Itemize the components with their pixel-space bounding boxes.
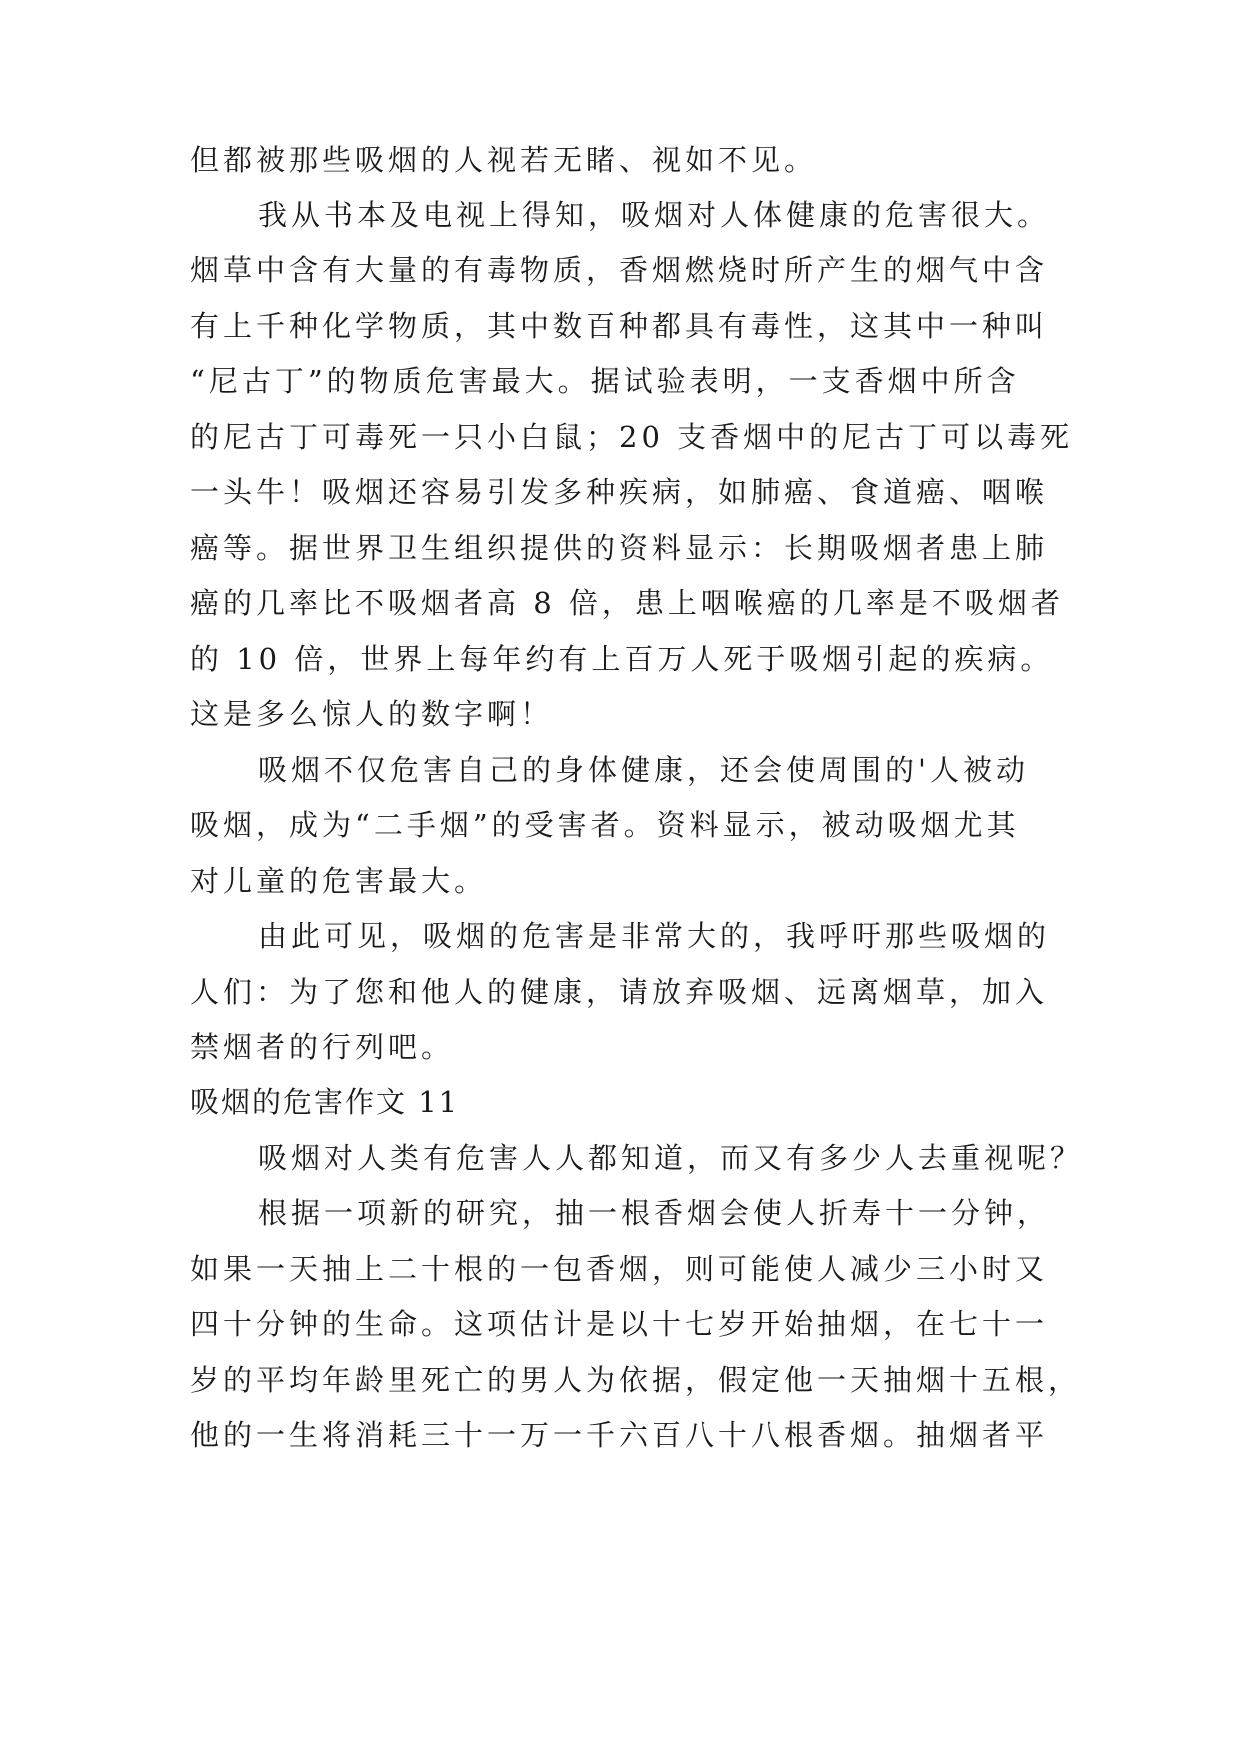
paragraph-line: 吸烟，成为“二手烟”的受害者。资料显示，被动吸烟尤其	[190, 808, 1020, 842]
paragraph-line: 吸烟对人类有危害人人都知道，而又有多少人去重视呢？	[258, 1141, 1084, 1175]
paragraph-line: 的 10 倍，世界上每年约有上百万人死于吸烟引起的疾病。	[190, 642, 1054, 676]
paragraph-line: 我从书本及电视上得知，吸烟对人体健康的危害很大。	[258, 198, 1051, 232]
paragraph-line: 对儿童的危害最大。	[190, 864, 488, 898]
paragraph-line: 禁烟者的行列吧。	[190, 1030, 455, 1064]
paragraph-line: “尼古丁”的物质危害最大。据试验表明，一支香烟中所含	[190, 364, 1020, 398]
paragraph-line: 的尼古丁可毒死一只小白鼠；20 支香烟中的尼古丁可以毒死	[190, 420, 1074, 454]
paragraph-line: 根据一项新的研究，抽一根香烟会使人折寿十一分钟，	[258, 1196, 1051, 1230]
paragraph-line: 岁的平均年龄里死亡的男人为依据，假定他一天抽烟十五根，	[190, 1363, 1082, 1397]
paragraph-line: 由此可见，吸烟的危害是非常大的，我呼吁那些吸烟的	[258, 919, 1051, 953]
paragraph-line: 癌的几率比不吸烟者高 8 倍，患上咽喉癌的几率是不吸烟者	[190, 586, 1064, 620]
section-heading: 吸烟的危害作文 11	[190, 1085, 460, 1119]
paragraph-line: 如果一天抽上二十根的一包香烟，则可能使人减少三小时又	[190, 1252, 1049, 1286]
paragraph-line: 一头牛！吸烟还容易引发多种疾病，如肺癌、食道癌、咽喉	[190, 475, 1049, 509]
paragraph-line: 他的一生将消耗三十一万一千六百八十八根香烟。抽烟者平	[190, 1418, 1049, 1452]
paragraph-line: 人们：为了您和他人的健康，请放弃吸烟、远离烟草，加入	[190, 975, 1049, 1009]
paragraph-line: 烟草中含有大量的有毒物质，香烟燃烧时所产生的烟气中含	[190, 253, 1049, 287]
paragraph-line: 这是多么惊人的数字啊！	[190, 697, 554, 731]
paragraph-line: 但都被那些吸烟的人视若无睹、视如不见。	[190, 143, 818, 177]
paragraph-line: 吸烟不仅危害自己的身体健康，还会使周围的'人被动	[258, 753, 1029, 787]
paragraph-line: 癌等。据世界卫生组织提供的资料显示：长期吸烟者患上肺	[190, 531, 1049, 565]
paragraph-line: 有上千种化学物质，其中数百种都具有毒性，这其中一种叫	[190, 309, 1049, 343]
paragraph-line: 四十分钟的生命。这项估计是以十七岁开始抽烟，在七十一	[190, 1307, 1049, 1341]
